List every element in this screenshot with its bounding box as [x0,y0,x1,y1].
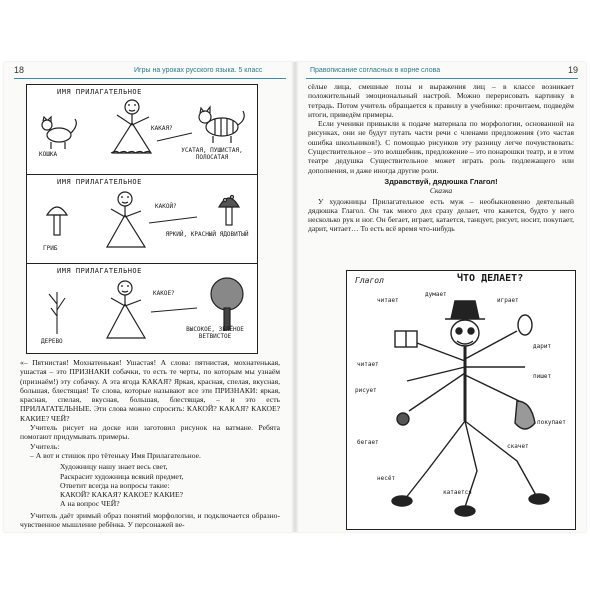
illustration-panel-mushroom [27,174,257,263]
book-spread [4,62,586,532]
right-running-head [306,66,578,79]
question-label-tree: КАКОЕ? [153,290,175,297]
left-running-title: Игры на уроках русского языка. 5 класс [134,67,263,74]
tale-title: Здравствуй, дядюшка Глагол! [384,176,498,186]
adjective-lady-drawing [107,281,145,338]
verb-illustration [346,270,576,530]
verb-label: скачет [507,443,529,450]
answer-label-cat: УСАТАЯ, ПУШИСТАЯ, ПОЛОСАТАЯ [181,147,243,161]
verb-label: думает [425,291,447,298]
poem-line: Раскрасит художница всякий предмет, [60,471,184,481]
paragraph: Учитель рисует на доске или заготовил рисунок на ватмане. Ребята помогают придумывать примеры. [20,423,280,442]
left-page-number: 18 [14,65,25,75]
striped-cat-drawing [199,107,244,143]
verb-label: катается [443,489,472,496]
verb-label: дарит [533,343,552,350]
paragraph: Учитель даёт зримый образ понятий морфологии, и подключается образно-чувственное мышление ребёнка. У персонажей ве- [20,510,280,530]
bare-tree-drawing [49,292,65,334]
poem-line: Ответит всегда на вопросы такие: [60,480,170,490]
noun-caption-mushroom: ГРИБ [43,245,58,252]
question-label-cat: КАКАЯ? [151,125,173,132]
poem [60,462,280,508]
verb-label: покупает [537,419,566,426]
right-running-title: Правописание согласных в корне слова [310,67,441,74]
left-page [4,62,294,532]
verb-label: играет [497,297,519,304]
paragraph: – А вот и стишок про тётеньку Имя Прилагательное. [30,450,201,460]
right-page [296,62,586,532]
paragraph: У художницы Прилагательное есть муж – необыкновенно деятельный дядюшка Глагол. Он так много дел сразу делает, что кажется, будто у него несколько рук и ног. Он бегает, играет, катается, танцует, рисует, носит, покупает, дарит, читает… То есть всё время что-нибудь [308,196,574,234]
left-running-head [14,66,286,79]
verb-label: несёт [377,475,396,482]
panel-title: ИМЯ ПРИЛАГАТЕЛЬНОЕ [57,178,142,186]
mushroom-drawing [47,207,67,235]
paragraph: Учитель: [30,441,60,451]
illustration-panel-cat [27,85,257,173]
amanita-drawing [219,196,239,226]
verb-question-label: ЧТО ДЕЛАЕТ? [457,273,524,284]
verb-name-label: Глагол [355,276,384,285]
tale-subtitle: Сказка [429,186,453,196]
adjective-lady-drawing [107,192,145,247]
panel-drawing [27,175,257,263]
poem-line: Художницу нашу знает весь свет, [60,462,168,472]
illustration-panel-tree [27,263,257,352]
noun-caption-tree: ДЕРЕВО [41,338,63,345]
verb-label: читает [377,297,399,304]
verb-label: читает [357,361,379,368]
right-page-number: 19 [567,65,578,75]
adjective-lady-drawing [111,100,151,153]
noun-caption-cat: КОШКА [39,151,58,158]
answer-label-mushroom: ЯРКИЙ, КРАСНЫЙ ЯДОВИТЫЙ [165,231,249,238]
paragraph: сёлые лица, смешные позы и выражения лиц – в классе возникает положительный эмоциональный настрой. Можно перерисовать картинку в тетрадь. Потом учитель обращается к правилу в учебнике: прочитаем, подведём итоги, приведём примеры. [308,82,574,119]
paragraph: «– Пятнистая! Мохнатенькая! Ушастая! А слова: пятнистая, мохнатенькая, ушастая – это ПРИЗНАКИ собачки, то есть те черты, по которым мы узнаём (признаём!) эту собачку. А эта ягода КАКАЯ? Яркая, красная, спелая, вкусная, большая, блестящая! Те слова, которые называют все эти ПРИЗНАКИ: яркая, красная, спелая, вкусная, большая, блестящая, – и это есть ПРИЛАГАТЕЛЬНЫЕ. Эти слова можно спросить: КАКОЙ? КАКАЯ? КАКОЕ? КАКИЕ? ЧЕЙ? [20,358,280,423]
leafy-tree-drawing [211,278,243,330]
paragraph: Если ученики привыкли к подаче материала по морфологии, основанной на рисунках, они не будут путать части речи с членами предложения (это частая ошибка школьников!). С помощью рисунков эту разницу легче почувствовать: Существительное – это волшебник, предложение – это понарошки театр, и в этом театре дедушка Существительное может играть роль подлежащего или дополнения, и даже иногда другие роли. [308,119,574,175]
verb-label: рисует [355,387,377,394]
verb-label: бегает [357,439,379,446]
verb-label: пишет [533,373,552,380]
answer-label-tree: ВЫСОКОЕ, ЗЕЛЁНОЕ ВЕТВИСТОЕ [186,326,244,340]
adjective-illustration [26,84,258,354]
right-body-text [308,82,574,234]
question-label-mushroom: КАКОЙ? [155,203,177,210]
poem-line: КАКОЙ? КАКАЯ? КАКОЕ? КАКИЕ? [60,490,184,500]
cat-drawing [42,117,76,149]
panel-title: ИМЯ ПРИЛАГАТЕЛЬНОЕ [57,267,142,275]
poem-line: А на вопрос ЧЕЙ? [60,499,120,509]
panel-title: ИМЯ ПРИЛАГАТЕЛЬНОЕ [57,88,142,96]
left-body-text [20,358,280,529]
